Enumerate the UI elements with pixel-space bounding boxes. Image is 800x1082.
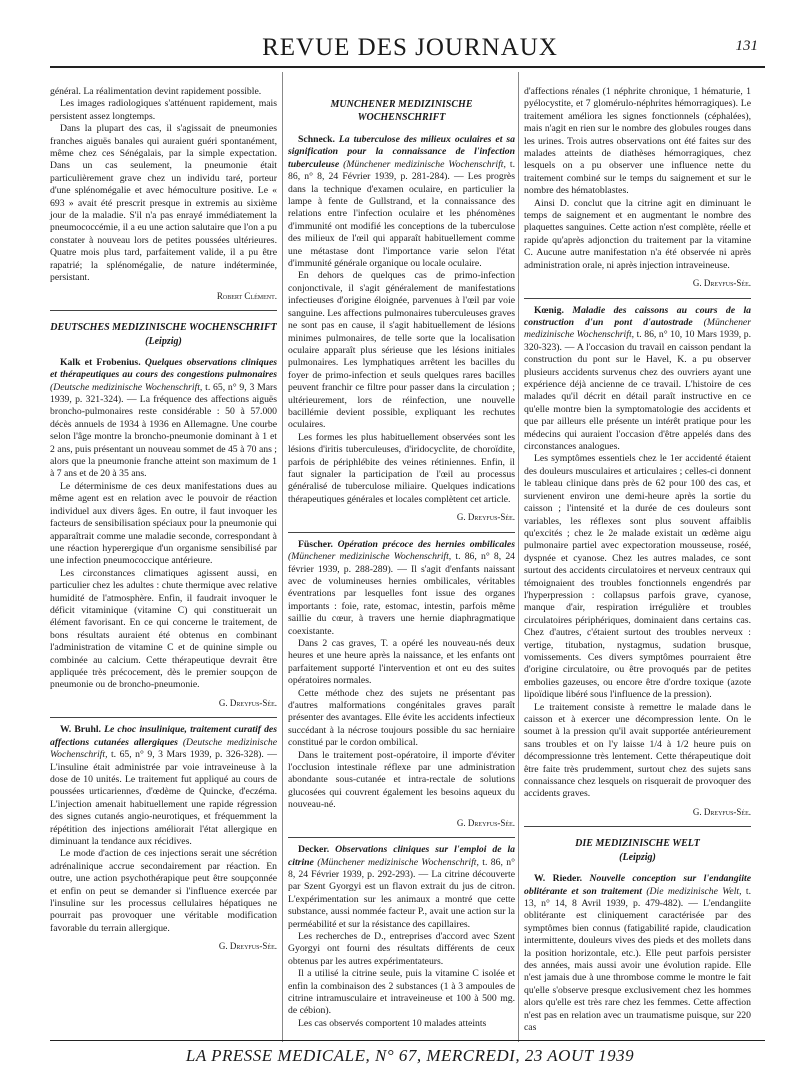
article-separator: [50, 310, 277, 311]
paragraph: Les circonstances climatiques agissent aussi, en particulier chez les adultes : chute thermique avec relative humidité de l'atmosphère. Enfin, il faudrait invoquer le déficit vitaminique (vitamine C) qui constituerait un élément favorisant. En ce qui concerne le traitement, de bons résultats auraient été obtenus en combinant l'administration de vitamine C et de quinine simple ou combinée au calcium. Cette thérapeutique devrait être appliquée très précocement, dès le premier soupçon de pneumonie ou de broncho-pneumonie.: [50, 567, 277, 691]
article-entry: [524, 305, 751, 454]
paragraph: Dans le traitement post-opératoire, il importe d'éviter l'occlusion intestinale réflexe par une administration abondante sous-cutanée et intra-rectale de solutions glucosées qui couvrent également les besoins aqueux du nouveau-né.: [288, 749, 515, 811]
article-entry: [288, 539, 515, 638]
article-entry: [288, 134, 515, 270]
article-entry: [524, 873, 751, 1034]
column-divider: [282, 72, 283, 1042]
paragraph: Le traitement consiste à remettre le malade dans le caisson et à exercer une décompression lente. On le soumet à la pression qu'il avait supportée antérieurement sans troubles et on l'y laisse 1/4 à 1/2 heure puis on décompressionne très lentement. Cette thérapeutique doit être faite très prudemment, surtout chez des sujets sans connaissance chez lesquels on risquerait de provoquer des accidents graves.: [524, 701, 751, 800]
signature: G. Dreyfus-Sée.: [692, 806, 751, 817]
article-title: Maladie des caissons au cours de la construction d'un pont d'autostrade: [524, 304, 751, 329]
article-body: t. 86, n° 8, 24 février 1939, p. 288-289). — Il s'agit d'enfants naissant avec de volumineuses hernies ombilicales, véritables éventrations par lesquelles font issue des organes importants : foie, rate, estomac, intestin, parfois même saillie du cœur, à travers une hernie diaphragmatique coexistante.: [288, 551, 516, 637]
section-heading: MUNCHENER MEDIZINISCHE WOCHENSCHRIFT: [330, 99, 473, 123]
article-entry: [50, 357, 277, 481]
column-divider: [518, 72, 519, 1042]
article-body: t. 86, n° 10, 10 Mars 1939, p. 320-323). — A l'occasion du travail en caisson pendant la construction du pont sur le Havel, K. a pu observer plusieurs accidents survenus chez des ouvriers ayant une expérience déjà ancienne de ce travail. L'histoire de ces malades qu'il décrit en détail paraît instructive en ce qu'elle montre bien la symptomatologie des accidents et que par ailleurs elle présente un intérêt pratique pour les médecins qui auraient l'occasion d'être appelés dans des circonstances analogues.: [524, 329, 751, 453]
page-header: [50, 34, 770, 64]
paragraph: général. La réalimentation devint rapidement possible.: [50, 86, 262, 97]
page-number: 131: [735, 38, 758, 54]
paragraph: Ainsi D. conclut que la citrine agit en diminuant le temps de saignement et en augmentant le nombre des plaquettes sanguines. Cette action n'est complète, réelle et rapide qu'après adjonction du traitement par la vitamine C. Aucune autre manifestation n'a été observée ni après administration orale, ni après injection intraveineuse.: [524, 197, 751, 271]
journal-title: REVUE DES JOURNAUX: [262, 34, 558, 61]
article-separator: [288, 837, 515, 838]
paragraph: d'affections rénales (1 néphrite chronique, 1 hématurie, 1 pyélocystite, et 7 glomérulo-néphrites hémorragiques). Le traitement améliora les signes fonctionnels (céphalées), mais n'agit en rien sur le nombre des globules rouges dans les urines. Trois autres observations ont été faites sur des malades atteints de diathèses hémorragiques, chez lesquels on a pu observer une influence nette du traitement combiné sur le temps du saignement et sur le nombre des hématoblastes.: [524, 86, 751, 197]
signature: G. Dreyfus-Sée.: [456, 817, 515, 828]
article-title: Le choc insulinique, traitement curatif des affections cutanées allergiques: [50, 724, 277, 748]
paragraph: Les cas observés comportent 10 malades atteints: [298, 1017, 487, 1029]
article-source: (Münchener medizinische Wochenschrift,: [343, 158, 506, 170]
page-footer: LA PRESSE MEDICALE, N° 67, MERCREDI, 23 AOUT 1939: [185, 1046, 635, 1065]
article-body: t. 65, n° 9, 3 Mars 1939, p. 326-328). — L'insuline était administrée par voie intraveineuse à la dose de 10 unités. Le traitement fut appliqué au cours de poussées urticariennes, d'œdème de Quincke, d'eczéma. L'injection amenait habituellement une rapide régression des signes cutanés angio-neurotiques, et fréquemment la répétition des injections améliorait l'état allergique en diminuant la tendance aux récidives.: [50, 749, 277, 847]
article-author: W. Bruhl.: [60, 724, 101, 736]
section-subheading: (Leipzig): [619, 852, 656, 864]
article-source: (Die medizinische Welt,: [646, 885, 742, 897]
paragraph: Le déterminisme de ces deux manifestations dues au même agent est en relation avec le pouvoir de réaction individuel aux divers âges. En outre, il faut invoquer les facteurs de sensibilisation spéciaux pour la pneumonie qui apparaîtrait comme une maladie seconde, correspondant à une réaction hyperergique d'un organisme sensibilisé par une infection pneumococcique antérieure.: [50, 480, 277, 567]
paragraph: Cette méthode chez des sujets ne présentant pas d'autres malformations congénitales graves paraît présenter des avantages. Elle évite les accidents infectieux succédant à la nécrose toujours possible du sac herniaire constitué par le cordon ombilical.: [288, 687, 515, 749]
signature: Robert Clément.: [216, 290, 277, 301]
article-source: (Münchener medizinische Wochenschrift,: [524, 317, 751, 341]
column-right: [524, 86, 751, 1034]
article-entry: [50, 724, 277, 848]
article-body: t. 13, n° 14, 8 Avril 1939, p. 479-482). — L'endangiite oblitérante est cliniquement caractérisée par des symptômes bien connus (fatigabilité rapide, claudication intermittente, douleurs vives des pieds et des mollets dans la position horizontale, etc.). Elle peut parfois persister des années, mais aussi avoir une évolution rapide. Elle n'est jamais due à une thrombose comme le montre le fait qu'elle s'observe presque exclusivement chez les hommes alors qu'elle est très rare chez les femmes. Cette affection n'est pas en relation avec un traumatisme puisque, sur 220 cas: [524, 885, 751, 1034]
article-title: Opération précoce des hernies ombilicales: [337, 538, 515, 550]
column-left: [50, 86, 277, 957]
paragraph: Les symptômes essentiels chez le 1er accidenté étaient des douleurs musculaires et articulaires ; celles-ci donnent le tableau clinique dans près de 62 pour 100 des cas, et survienent environ une demi-heure après la sortie du caisson ; l'intensité et la durée de ces douleurs sont variables, les réflexes sont plus souvent affaiblis qu'excités ; chez le 2e malade existait un œdème aigu pulmonaire partiel avec expectoration mousseuse, roséé, dyspnée et cyanose. Chez les autres malades, ce sont surtout des accidents circulatoires et nerveux centraux qui témoignaient des troubles fonctionnels engendrés par l'hyperpression : collapsus parfois grave, cyanose, manque d'air, respiration irrégulière et troubles circulatoires périphériques, dominaient dans certains cas. Chez d'autres, c'étaient surtout des troubles nerveux : vertige, titubation, nystagmus, sudation brusque, vomissements. Ces divers symptômes pourraient être d'origine circulatoire, ou être provoqués par de petites embolies gazeuses, ou encore être d'ordre toxique (azote lipoïdique libéré sous l'influence de la pression).: [524, 453, 751, 701]
signature: G. Dreyfus-Sée.: [218, 941, 277, 952]
section-heading: DIE MEDIZINISCHE WELT: [575, 838, 700, 850]
article-author: Schneck.: [298, 134, 335, 145]
paragraph: Les formes les plus habituellement observées sont les lésions d'iritis tuberculeuses, d'iridocyclite, de choroïdite, parfois de périphlébite des veines rétiniennes. Enfin, il faut signaler la participation de l'œil au processus généralisé de tuberculose miliaire. Quelques indications thérapeutiques générales et locales complètent cet article.: [288, 431, 515, 505]
article-separator: [524, 826, 751, 827]
article-author: Kœnig.: [534, 304, 564, 316]
signature: G. Dreyfus-Sée.: [692, 278, 751, 289]
article-separator: [288, 532, 515, 533]
paragraph: Dans la plupart des cas, il s'agissait de pneumonies franches aiguës banales qui auraient guéri spontanément, même chez ces Sénégalais, par la simple expectation. Dans un cas seulement, la pneumonie était particulièrement grave chez un individu taré, porteur d'une splénomégalie et avec hémoculture positive. Le « 693 » avait été prescrit presque in extremis au sixième jour de la maladie. S'il n'a pas enrayé immédiatement la pneumococcémie, il a eu une action salutaire que l'on a pu constater à nouveau lors de petites poussées ultérieures. Quatre mois plus tard, parfaitement valide, il a pu être rapatrié; la splénomégalie, de nature indéterminée, persistant.: [50, 123, 277, 284]
paragraph: Les images radiologiques s'atténuent rapidement, mais persistent assez longtemps.: [50, 98, 277, 122]
article-source: (Münchener medizinische Wochenschrift,: [317, 856, 479, 868]
article-source: (Münchener medizinische Wochenschrift,: [288, 551, 452, 563]
paragraph: En dehors de quelques cas de primo-infection conjonctivale, il s'agit généralement de manifestations infectieuses d'origine éloignée, parvenues à l'œil par voie sanguine. Les affections pulmonaires tuberculeuses graves ne sont pas en cause, il s'agit habituellement de lésions minimes pulmonaires, de telle sorte que la localisation oculaire apparaît plus sérieuse que les lésions initiales pulmonaires. Les lymphatiques arrêtent les bacilles du foyer de primo-infection et seuls quelques rares bacilles peuvent franchir ce filtre pour passer dans la circulation ; ultérieurement, lors de réinfection, une nouvelle bacillémie devient possible, expliquant les rechutes oculaires.: [288, 270, 515, 431]
article-author: Füscher.: [298, 538, 333, 550]
article-body: t. 86, n° 8, 24 Février 1939, p. 281-284). — Les progrès dans la technique d'examen oculaire, en particulier la lampe à fente de Gullstrand, et la connaissance des relations entre l'infection oculaire et les phénomènes d'immunité ont modifié les conceptions de la tuberculose des milieux de l'œil qui apparaît habituellement comme une métastase dont l'importance varie selon l'état d'immunité générale organique ou locale oculaire.: [288, 158, 516, 270]
footer-rule: [50, 1040, 765, 1041]
article-author: Kalk et Frobenius.: [60, 356, 141, 368]
article-author: Decker.: [298, 844, 330, 856]
signature: G. Dreyfus-Sée.: [456, 512, 515, 523]
section-heading: DEUTSCHES MEDIZINISCHE WOCHENSCHRIFT: [50, 322, 277, 334]
signature: G. Dreyfus-Sée.: [218, 697, 277, 708]
article-source: (Deutsche medizinische Wochenschrift,: [50, 736, 278, 761]
article-source: (Deutsche medizinische Wochenschrift,: [50, 381, 203, 393]
article-separator: [524, 298, 751, 299]
article-entry: [288, 844, 515, 931]
column-middle: [288, 86, 515, 1030]
article-separator: [50, 717, 277, 718]
article-author: W. Rieder.: [534, 873, 583, 885]
article-title: Quelques observations cliniques et thérapeutiques au cours des congestions pulmonaires: [50, 356, 278, 381]
header-rule: [50, 66, 765, 68]
paragraph: Les recherches de D., entreprises d'accord avec Szent Gyorgyi ont fourni des résultats différents de ceux obtenus par les autres expérimentateurs.: [288, 931, 515, 967]
article-title: Observations cliniques sur l'emploi de la citrine: [288, 844, 515, 868]
article-title: Nouvelle conception sur l'endangiite oblitérante et son traitement: [524, 873, 751, 897]
article-title: La tuberculose des milieux oculaires et sa signification pour la connaissance de l'infection tuberculeuse: [288, 134, 516, 170]
paragraph: Dans 2 cas graves, T. a opéré les nouveau-nés deux heures et une heure après la naissance, et les enfants ont parfaitement supporté l'intervention et ont eu des suites opératoires normales.: [288, 637, 515, 687]
paragraph: Il a utilisé la citrine seule, puis la vitamine C isolée et enfin la combinaison des 2 substances (1 à 3 ampoules de citrine intramusculaire et intraveineuse et 100 à 500 mg. de cébion).: [288, 968, 515, 1017]
article-body: t. 65, n° 9, 3 Mars 1939, p. 321-324). — La fréquence des affections aiguës broncho-pulmonaires reste considérable : 50 à 57.000 décès annuels de 1934 à 1936 en Allemagne. Une courbe selon l'âge montre la broncho-pneumonie dominant à 1 et 2 ans, puis présentant un nouveau sommet de 45 à 70 ans ; alors que la pneumonie franche atteint son maximum de 1 à 7 ans et de 20 à 35 ans.: [50, 381, 277, 480]
article-body: t. 86, n° 8, 24 Février 1939, p. 292-293). — La citrine découverte par Szent Gyorgyi est un flavon extrait du jus de citron. L'expérimentation sur les animaux a montré que cette substance, aussi nommée facteur P., avait une action sur la perméabilité et sur la résistance des capillaires.: [288, 856, 515, 930]
paragraph: Le mode d'action de ces injections serait une sécrétion adrénalinique accrue secondairement par réaction. En outre, une action psychothérapique peut être soupçonnée et enfin on peut se demander si l'influence exercée par l'insuline sur les processus cellulaires hépatiques ne pourrait pas provoquer une véritable modification favorable du terrain allergique.: [50, 848, 277, 934]
section-subheading: (Leipzig): [145, 336, 182, 348]
